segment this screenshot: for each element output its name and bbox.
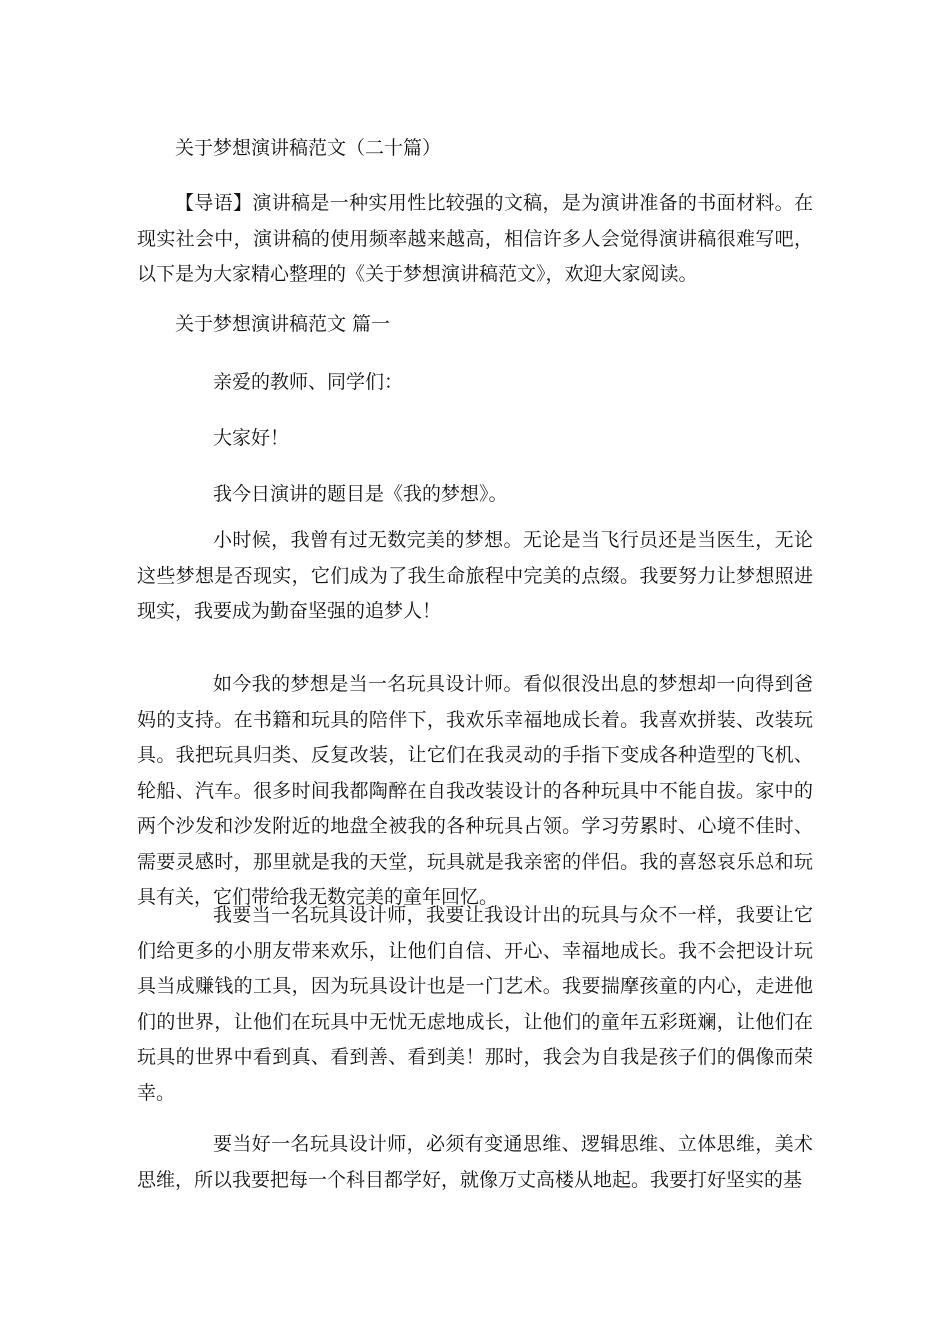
greeting: 大家好！ <box>213 427 290 449</box>
section-heading: 关于梦想演讲稿范文 篇一 <box>175 313 391 335</box>
body-paragraph-3: 我要当一名玩具设计师，我要让我设计出的玩具与众不一样，我要让它们给更多的小朋友带来欢乐，让他们自信、开心、幸福地成长。我不会把设计玩具当成赚钱的工具，因为玩具设计也是一门艺术。我要揣摩孩童的内心，走进他们的世界，让他们在玩具中无忧无虑地成长，让他们的童年五彩斑斓，让他们在玩具的世界中看到真、看到善、看到美！那时，我会为自我是孩子们的偶像而荣幸。 <box>137 904 813 1104</box>
intro-paragraph: 【导语】演讲稿是一种实用性比较强的文稿，是为演讲准备的书面材料。在现实社会中，演讲稿的使用频率越来越高，相信许多人会觉得演讲稿很难写吧，以下是为大家精心整理的《关于梦想演讲稿范文》，欢迎大家阅读。 <box>137 192 813 285</box>
topic-line: 我今日演讲的题目是《我的梦想》。 <box>213 483 508 505</box>
body-paragraph-2: 如今我的梦想是当一名玩具设计师。看似很没出息的梦想却一向得到爸妈的支持。在书籍和玩具的陪伴下，我欢乐幸福地成长着。我喜欢拼装、改装玩具。我把玩具归类、反复改装，让它们在我灵动的手指下变成各种造型的飞机、轮船、汽车。很多时间我都陶醉在自我改装设计的各种玩具中不能自拔。家中的两个沙发和沙发附近的地盘全被我的各种玩具占领。学习劳累时、心境不佳时、需要灵感时，那里就是我的天堂，玩具就是我亲密的伴侣。我的喜怒哀乐总和玩具有关，它们带给我无数完美的童年回忆。 <box>137 673 813 908</box>
body-paragraph-4: 要当好一名玩具设计师，必须有变通思维、逻辑思维、立体思维，美术思维，所以我要把每一个科目都学好，就像万丈高楼从地起。我要打好坚实的基 <box>137 1133 813 1191</box>
salutation: 亲爱的教师、同学们： <box>213 371 404 393</box>
document-title: 关于梦想演讲稿范文（二十篇） <box>175 137 442 159</box>
body-paragraph-1: 小时候，我曾有过无数完美的梦想。无论是当飞行员还是当医生，无论这些梦想是否现实，它们成为了我生命旅程中完美的点缀。我要努力让梦想照进现实，我要成为勤奋坚强的追梦人！ <box>137 529 813 622</box>
